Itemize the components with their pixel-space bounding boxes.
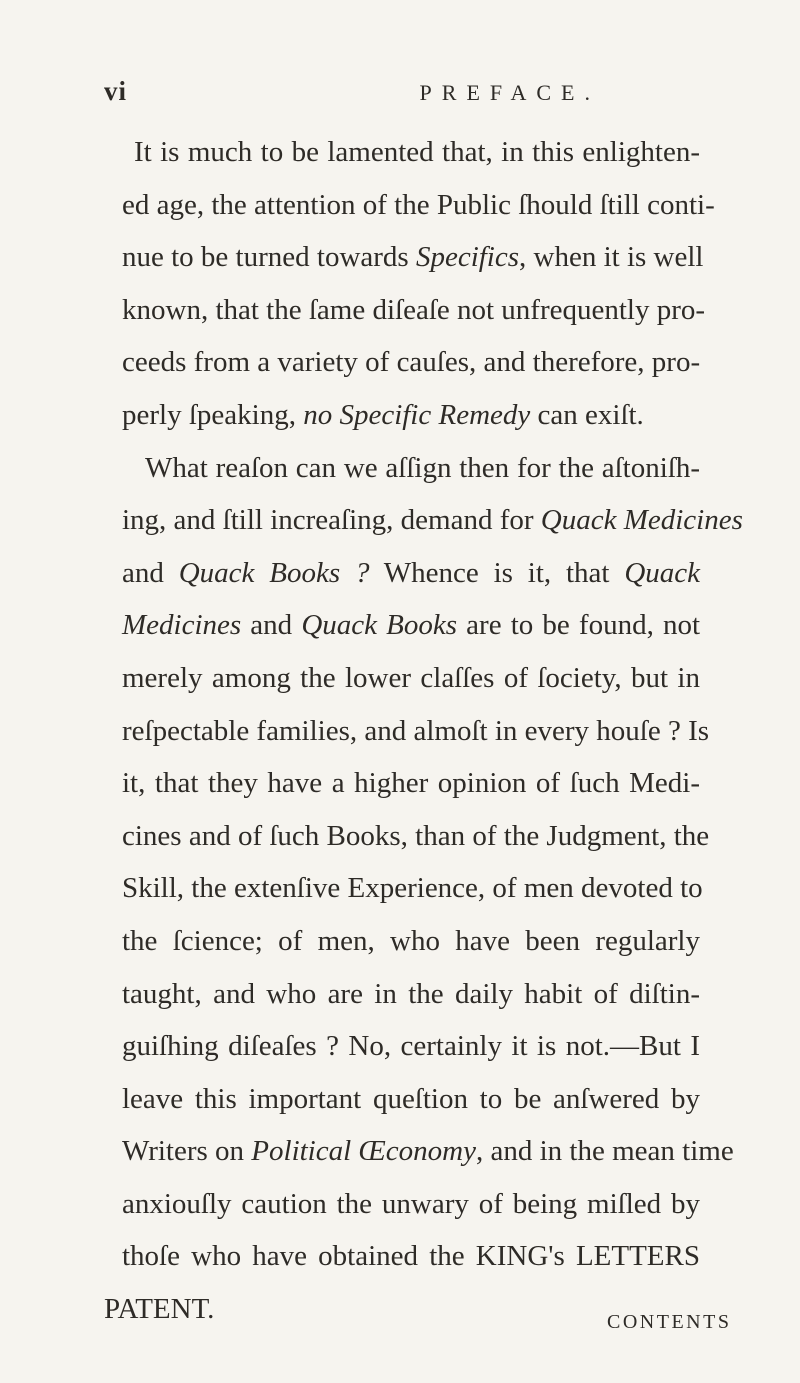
text-line: taught, and who are in the daily habit of diſtin- [122,977,700,1010]
italic-term: Political Œconomy [251,1135,476,1168]
page-header [104,76,700,107]
catchword: CONTENTS [607,1311,732,1333]
text-line: and Quack Books ? Whence is it, that Quack [122,556,701,589]
preface-paragraph [104,126,743,1336]
text-line: nue to be turned towards Specifics, when it is well [122,241,704,274]
italic-term: no Specific Remedy [303,398,531,431]
text-line: ed age, the attention of the Public ſhould ſtill conti- [122,188,715,221]
italic-term: Medicines [122,609,242,642]
italic-term: Quack [624,556,701,589]
text-line: Medicines and Quack Books are to be found, not [122,609,701,642]
text-line: thoſe who have obtained the KING's LETTERS [122,1240,700,1273]
text-line: PATENT. [104,1293,215,1326]
italic-term: Quack Books ? [178,556,370,589]
text-line: reſpectable families, and almoſt in every houſe ? Is [122,714,710,747]
italic-term: Quack Medicines [540,504,743,537]
text-line: perly ſpeaking, no Specific Remedy can exiſt. [122,398,644,431]
text-line: ing, and ſtill increaſing, demand for Quack Medicines [122,504,743,537]
text-line: cines and of ſuch Books, than of the Judgment, the [122,819,710,852]
text-line: merely among the lower claſſes of ſociety, but in [122,661,700,694]
italic-term: Specifics [415,241,520,274]
text-line: the ſcience; of men, who have been regularly [122,924,700,957]
page-number: vi [104,76,128,106]
italic-term: Quack Books [301,609,458,642]
text-line: ceeds from a variety of cauſes, and therefore, pro- [122,346,701,379]
text-line: known, that the ſame diſeaſe not unfrequently pro- [122,293,706,326]
text-line: It is much to be lamented that, in this enlighten- [134,136,700,168]
text-line: What reaſon can we aſſign then for the aſtoniſh- [145,451,700,484]
text-line: anxiouſly caution the unwary of being miſled by [122,1187,700,1220]
text-line: leave this important queſtion to be anſwered by [122,1082,700,1115]
running-title: PREFACE. [419,80,600,105]
text-line: Writers on Political Œconomy, and in the mean time [122,1135,734,1168]
text-line: guiſhing diſeaſes ? No, certainly it is not.—But I [122,1030,700,1063]
text-line: it, that they have a higher opinion of ſuch Medi- [122,767,700,800]
text-line: Skill, the extenſive Experience, of men devoted to [122,872,703,905]
